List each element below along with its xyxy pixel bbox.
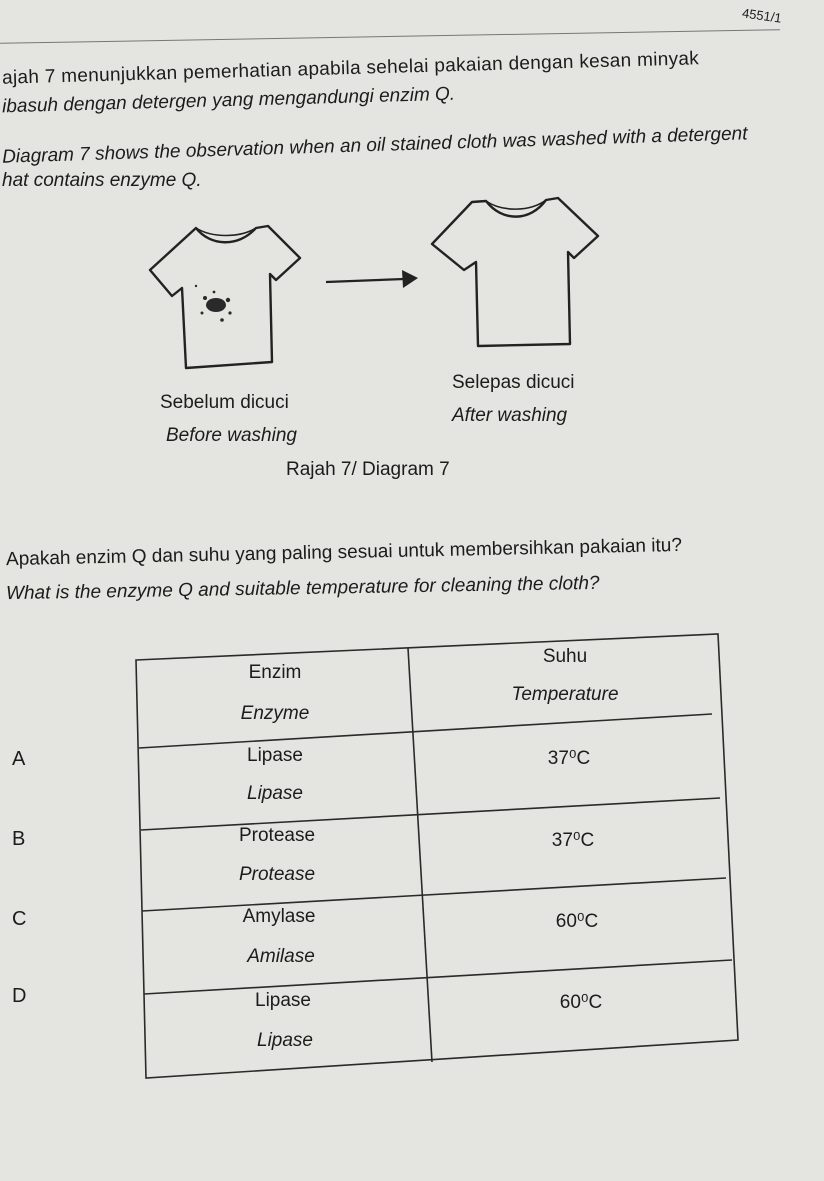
paper-code: 4551/1 xyxy=(741,5,783,26)
row-c-enzyme-malay: Amylase xyxy=(242,906,316,927)
header-temperature-malay: Suhu xyxy=(542,646,588,667)
header-temperature-english: Temperature xyxy=(511,684,619,705)
row-b-enzyme-english: Protease xyxy=(238,864,316,885)
prompt-malay: Apakah enzim Q dan suhu yang paling sesuai untuk membersihkan pakaian itu? xyxy=(5,534,683,571)
option-a-letter[interactable]: A xyxy=(12,748,26,770)
diagram-title: Rajah 7/ Diagram 7 xyxy=(286,459,450,480)
option-c-letter[interactable]: C xyxy=(12,908,27,930)
before-label-malay: Sebelum dicuci xyxy=(160,392,289,413)
row-a-enzyme-english: Lipase xyxy=(247,783,303,804)
question-intro-malay-line1: ajah 7 menunjukkan pemerhatian apabila sehelai pakaian dengan kesan minyak xyxy=(1,48,700,89)
row-c-temperature: 60⁰C xyxy=(555,911,599,932)
clean-shirt-icon xyxy=(432,198,598,346)
after-label-english: After washing xyxy=(452,405,568,426)
row-c-enzyme-english: Amilase xyxy=(247,946,315,967)
row-b-enzyme-malay: Protease xyxy=(238,825,316,846)
header-enzyme-english: Enzyme xyxy=(240,703,310,724)
after-label-malay: Selepas dicuci xyxy=(452,372,575,393)
row-a-enzyme-malay: Lipase xyxy=(247,745,303,766)
oil-stain-icon xyxy=(195,285,232,322)
question-intro-english-line1: Diagram 7 shows the observation when an oil stained cloth was washed with a detergent xyxy=(1,123,748,168)
question-intro-malay-line2: ibasuh dengan detergen yang mengandungi enzim Q. xyxy=(1,83,456,118)
row-d-enzyme-malay: Lipase xyxy=(255,990,311,1011)
header-enzyme-malay: Enzim xyxy=(248,662,302,683)
row-d-temperature: 60⁰C xyxy=(559,992,603,1013)
option-d-letter[interactable]: D xyxy=(12,985,27,1007)
row-a-temperature: 37⁰C xyxy=(547,748,591,769)
option-b-letter[interactable]: B xyxy=(12,828,26,850)
row-b-temperature: 37⁰C xyxy=(551,830,595,851)
before-label-english: Before washing xyxy=(166,425,297,446)
row-d-enzyme-english: Lipase xyxy=(257,1030,313,1051)
question-intro-english-line2: hat contains enzyme Q. xyxy=(2,170,202,191)
stained-shirt-icon xyxy=(150,226,300,368)
prompt-english: What is the enzyme Q and suitable temperature for cleaning the cloth? xyxy=(5,572,600,605)
arrow-right-icon xyxy=(326,270,418,288)
